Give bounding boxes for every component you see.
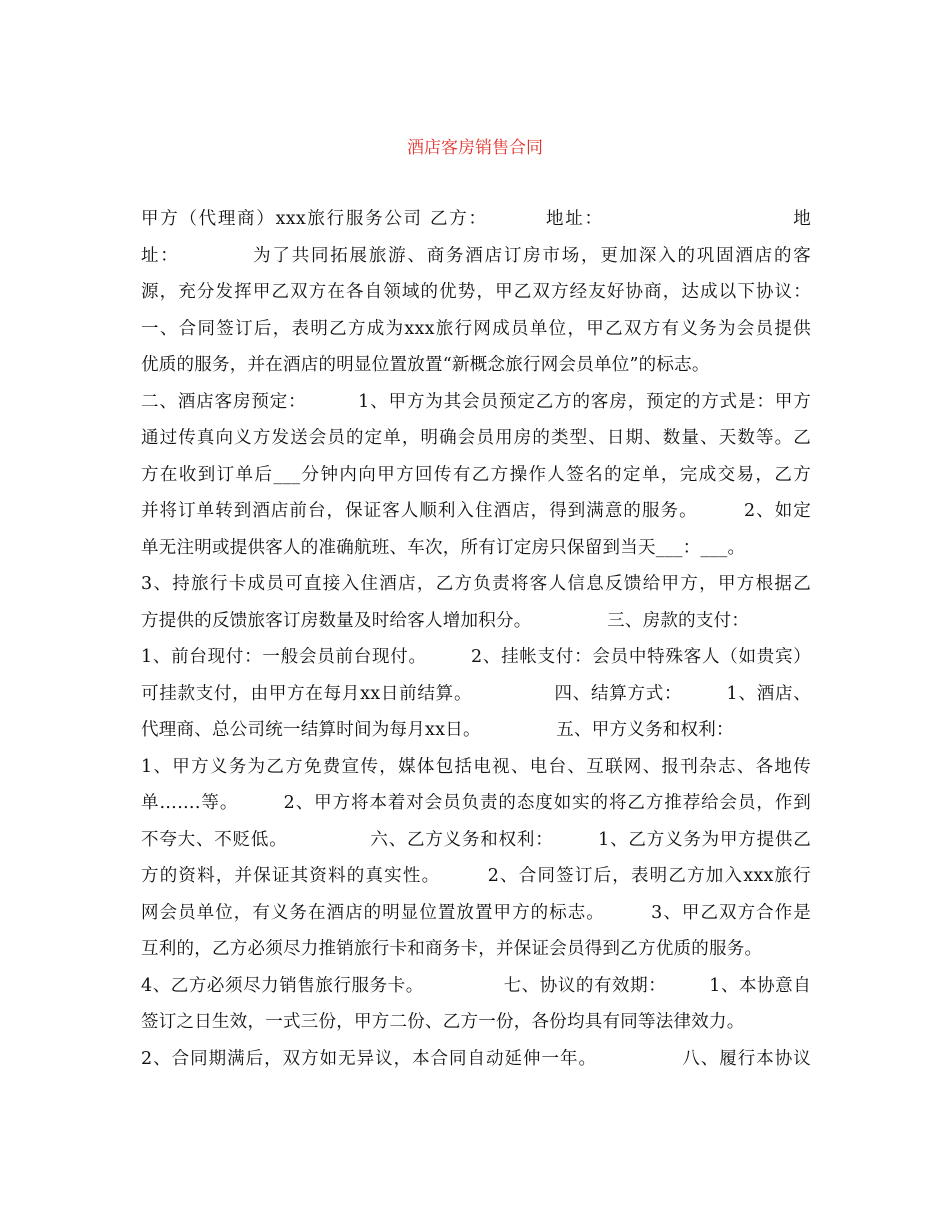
body-line: 不夸大、不贬低。 六、乙方义务和权利： 1、乙方义务为甲方提供乙 xyxy=(141,829,811,850)
body-line: 网会员单位，有义务在酒店的明显位置放置甲方的标志。 3、甲乙双方合作是 xyxy=(141,902,811,923)
body-line: 代理商、总公司统一结算时间为每月xx日。 五、甲方义务和权利： xyxy=(141,720,734,740)
body-line: 源，充分发挥甲乙双方在各自领域的优势，甲乙双方经友好协商，达成以下协议： xyxy=(141,282,811,302)
body-line: 可挂款支付，由甲方在每月xx日前结算。 四、结算方式： 1、酒店、 xyxy=(141,683,811,704)
body-line: 签订之日生效，一式三份，甲方二份、乙方一份，各份均具有同等法律效力。 xyxy=(141,1012,745,1032)
body-line: 2、合同期满后，双方如无异议，本合同自动延伸一年。 八、履行本协议 xyxy=(141,1048,811,1069)
document-title: 酒店客房销售合同 xyxy=(407,138,543,158)
body-line: 1、前台现付：一般会员前台现付。 2、挂帐支付：会员中特殊客人（如贵宾） xyxy=(141,647,811,667)
body-line: 通过传真向义方发送会员的定单，明确会员用房的类型、日期、数量、天数等。乙 xyxy=(141,428,811,448)
body-line: 1、甲方义务为乙方免费宣传，媒体包括电视、电台、互联网、报刊杂志、各地传 xyxy=(141,756,811,777)
body-line: 方在收到订单后___分钟内向甲方回传有乙方操作人签名的定单，完成交易，乙方 xyxy=(141,464,811,485)
document-body xyxy=(141,206,811,1082)
body-line: 4、乙方必须尽力销售旅行服务卡。 七、协议的有效期： 1、本协意自 xyxy=(141,975,811,996)
body-line: 单…….等。 2、甲方将本着对会员负责的态度如实的将乙方推荐给会员，作到 xyxy=(141,793,811,813)
body-line: 互利的，乙方必须尽力推销旅行卡和商务卡，并保证会员得到乙方优质的服务。 xyxy=(141,939,763,959)
body-line: 3、持旅行卡成员可直接入住酒店，乙方负责将客人信息反馈给甲方，甲方根据乙 xyxy=(141,574,811,594)
body-line: 并将订单转到酒店前台，保证客人顺利入住酒店，得到满意的服务。 2、如定 xyxy=(141,501,811,521)
body-line: 方提供的反馈旅客订房数量及时给客人增加积分。 三、房款的支付： xyxy=(141,610,750,631)
body-line: 址： 为了共同拓展旅游、商务酒店订房市场，更加深入的巩固酒店的客 xyxy=(141,245,811,266)
body-line: 甲方（代理商）xxx旅行服务公司 乙方： 地址： 地 xyxy=(141,209,811,229)
body-line: 方的资料，并保证其资料的真实性。 2、合同签订后，表明乙方加入xxx旅行 xyxy=(141,866,811,886)
body-line: 优质的服务，并在酒店的明显位置放置“新概念旅行网会员单位”的标志。 xyxy=(141,355,710,375)
body-line: 一、合同签订后，表明乙方成为xxx旅行网成员单位，甲乙双方有义务为会员提供 xyxy=(141,318,811,339)
body-line: 单无注明或提供客人的准确航班、车次，所有订定房只保留到当天___：___。 xyxy=(141,537,746,558)
body-line: 二、酒店客房预定： 1、甲方为其会员预定乙方的客房，预定的方式是：甲方 xyxy=(141,391,811,412)
